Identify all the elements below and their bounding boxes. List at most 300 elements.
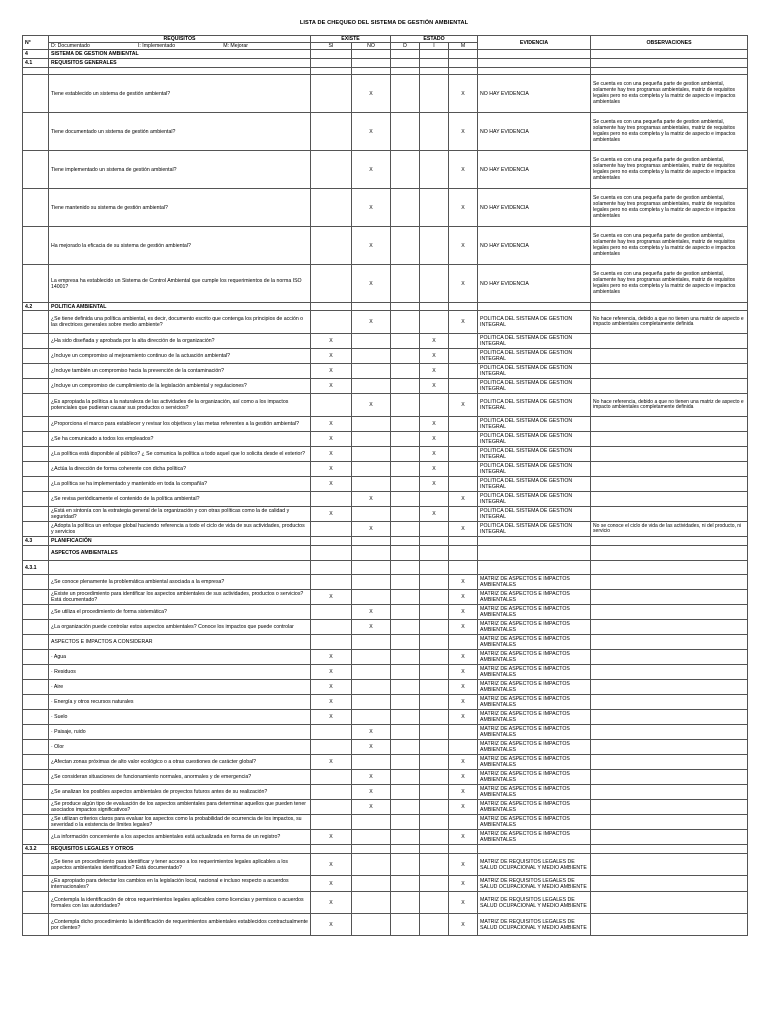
existe-si: X <box>311 590 352 605</box>
existe-no <box>352 665 391 680</box>
observaciones-cell <box>591 725 748 740</box>
estado-m <box>449 507 478 522</box>
evidencia-cell: POLITICA DEL SISTEMA DE GESTION INTEGRAL <box>478 311 591 334</box>
estado-m: X <box>449 854 478 876</box>
row-number <box>23 227 49 265</box>
evidencia-cell: MATRIZ DE ASPECTOS E IMPACTOS AMBIENTALES <box>478 650 591 665</box>
row-number <box>23 830 49 845</box>
requirement-text: ¿La política está disponible al público? ¿ Se comunica la política a todo aquel que lo solicita desde el exterior? <box>49 447 311 462</box>
requirement-text: ¿Afectan zonas próximas de alto valor ecológico o a otras cuestiones de carácter global? <box>49 755 311 770</box>
table-row <box>23 311 748 334</box>
requirement-text: ¿La política se ha implementado y mantenido en toda la compañía? <box>49 477 311 492</box>
row-number <box>23 68 49 75</box>
estado-m: X <box>449 311 478 334</box>
existe-si <box>311 303 352 311</box>
existe-si <box>311 189 352 227</box>
existe-no <box>352 546 391 561</box>
existe-no: X <box>352 785 391 800</box>
table-row <box>23 620 748 635</box>
existe-no <box>352 845 391 854</box>
estado-i <box>420 522 449 537</box>
existe-no: X <box>352 394 391 417</box>
estado-i <box>420 151 449 189</box>
estado-m: X <box>449 830 478 845</box>
estado-i: X <box>420 507 449 522</box>
document-title: LISTA DE CHEQUEO DEL SISTEMA DE GESTIÓN AMBIENTAL <box>299 20 469 26</box>
existe-si <box>311 394 352 417</box>
estado-d <box>391 590 420 605</box>
evidencia-cell <box>478 50 591 59</box>
existe-no: X <box>352 522 391 537</box>
estado-m: X <box>449 800 478 815</box>
existe-no <box>352 914 391 936</box>
observaciones-cell <box>591 507 748 522</box>
requirement-text: ¿Ha sido diseñada y aprobada por la alta dirección de la organización? <box>49 334 311 349</box>
estado-m: X <box>449 151 478 189</box>
table-row <box>23 680 748 695</box>
requirement-text: PLANIFICACIÓN <box>49 537 311 546</box>
existe-si <box>311 75 352 113</box>
table-row <box>23 394 748 417</box>
existe-no <box>352 815 391 830</box>
requirement-text: · Olor <box>49 740 311 755</box>
requirement-text: · Agua <box>49 650 311 665</box>
row-number <box>23 394 49 417</box>
evidencia-cell: MATRIZ DE REQUISITOS LEGALES DE SALUD OCUPACIONAL Y MEDIO AMBIENTE <box>478 914 591 936</box>
observaciones-cell <box>591 830 748 845</box>
requirement-text: ¿Actúa la dirección de forma coherente con dicha política? <box>49 462 311 477</box>
row-number <box>23 620 49 635</box>
existe-si <box>311 770 352 785</box>
row-number <box>23 680 49 695</box>
estado-i <box>420 914 449 936</box>
row-number <box>23 785 49 800</box>
estado-m: X <box>449 575 478 590</box>
existe-si: X <box>311 854 352 876</box>
table-row <box>23 830 748 845</box>
observaciones-cell: No hace referencia, debido a que no tienen una matriz de aspecto e impacto ambientales completamente definida <box>591 394 748 417</box>
observaciones-cell <box>591 635 748 650</box>
existe-no: X <box>352 800 391 815</box>
evidencia-cell: MATRIZ DE ASPECTOS E IMPACTOS AMBIENTALES <box>478 755 591 770</box>
requirement-text: ¿Se tiene definida una política ambiental, es decir, documento escrito que contenga los principios de acción o las directrices generales sobre medio ambiente? <box>49 311 311 334</box>
observaciones-cell: Se cuenta es con una pequeña parte de gestion ambiental, solamente hay tres programas ambientales, matriz de requisitos legales pero no esta completa y la matriz de aspecto e impactos ambientales <box>591 265 748 303</box>
table-row <box>23 635 748 650</box>
requirement-text: REQUISITOS GENERALES <box>49 59 311 68</box>
estado-i <box>420 303 449 311</box>
requirement-text: ¿Contempla dicho procedimiento la identificación de requerimientos ambientales establecidos contractualmente por clientes? <box>49 914 311 936</box>
table-row <box>23 876 748 892</box>
estado-d <box>391 914 420 936</box>
estado-i <box>420 311 449 334</box>
requirement-text: ¿Se produce algún tipo de evaluación de los aspectos ambientales para determinar aquellos que pueden tener asociados impactos significativos? <box>49 800 311 815</box>
estado-m <box>449 725 478 740</box>
estado-i <box>420 265 449 303</box>
estado-m <box>449 334 478 349</box>
estado-m <box>449 50 478 59</box>
observaciones-cell <box>591 620 748 635</box>
estado-i: X <box>420 477 449 492</box>
requirement-text: Ha mejorado la eficacia de su sistema de gestión ambiental? <box>49 227 311 265</box>
existe-no: X <box>352 151 391 189</box>
existe-si: X <box>311 680 352 695</box>
evidencia-cell: MATRIZ DE ASPECTOS E IMPACTOS AMBIENTALES <box>478 575 591 590</box>
evidencia-cell: NO HAY EVIDENCIA <box>478 227 591 265</box>
checklist-table <box>22 35 748 936</box>
estado-d <box>391 845 420 854</box>
existe-si <box>311 635 352 650</box>
table-row <box>23 710 748 725</box>
estado-i: X <box>420 432 449 447</box>
existe-no <box>352 561 391 575</box>
observaciones-cell: Se cuenta es con una pequeña parte de gestion ambiental, solamente hay tres programas ambientales, matriz de requisitos legales pero no esta completa y la matriz de aspecto e impactos ambientales <box>591 75 748 113</box>
existe-no <box>352 477 391 492</box>
observaciones-cell <box>591 492 748 507</box>
evidencia-cell: MATRIZ DE ASPECTOS E IMPACTOS AMBIENTALES <box>478 710 591 725</box>
requirement-text: ¿Existe un procedimiento para identificar los aspectos ambientales de sus actividades, productos o servicios? Está documentado? <box>49 590 311 605</box>
estado-i <box>420 605 449 620</box>
table-row <box>23 151 748 189</box>
estado-i: X <box>420 447 449 462</box>
existe-si: X <box>311 695 352 710</box>
row-number <box>23 522 49 537</box>
observaciones-cell <box>591 417 748 432</box>
evidencia-cell: MATRIZ DE ASPECTOS E IMPACTOS AMBIENTALES <box>478 635 591 650</box>
estado-d <box>391 522 420 537</box>
table-row <box>23 75 748 113</box>
estado-m: X <box>449 75 478 113</box>
evidencia-cell: MATRIZ DE ASPECTOS E IMPACTOS AMBIENTALES <box>478 800 591 815</box>
existe-no <box>352 830 391 845</box>
estado-d <box>391 561 420 575</box>
requirement-text: ¿Se analizan los posibles aspectos ambientales de proyectos futuros antes de su realización? <box>49 785 311 800</box>
existe-si <box>311 845 352 854</box>
existe-no <box>352 680 391 695</box>
estado-d <box>391 665 420 680</box>
table-row <box>23 815 748 830</box>
estado-m <box>449 845 478 854</box>
existe-si <box>311 546 352 561</box>
existe-si: X <box>311 349 352 364</box>
row-number <box>23 800 49 815</box>
estado-m: X <box>449 755 478 770</box>
evidencia-cell: POLITICA DEL SISTEMA DE GESTION INTEGRAL <box>478 462 591 477</box>
estado-m <box>449 303 478 311</box>
estado-d <box>391 755 420 770</box>
requirement-text: ASPECTOS E IMPACTOS A CONSIDERAR <box>49 635 311 650</box>
estado-i: X <box>420 334 449 349</box>
row-number <box>23 815 49 830</box>
existe-no <box>352 349 391 364</box>
observaciones-cell: Se cuenta es con una pequeña parte de gestion ambiental, solamente hay tres programas ambientales, matriz de requisitos legales pero no esta completa y la matriz de aspecto e impactos ambientales <box>591 227 748 265</box>
existe-no: X <box>352 770 391 785</box>
table-row <box>23 590 748 605</box>
table-row <box>23 227 748 265</box>
table-row <box>23 575 748 590</box>
estado-i <box>420 113 449 151</box>
section-row <box>23 561 748 575</box>
existe-si: X <box>311 710 352 725</box>
row-number <box>23 492 49 507</box>
existe-si <box>311 620 352 635</box>
estado-m <box>449 561 478 575</box>
existe-no: X <box>352 75 391 113</box>
requirement-text: ¿Se revisa periódicamente el contenido de la política ambiental? <box>49 492 311 507</box>
estado-i <box>420 492 449 507</box>
table-row <box>23 349 748 364</box>
estado-i <box>420 876 449 892</box>
legend <box>49 43 311 50</box>
observaciones-cell <box>591 892 748 914</box>
existe-si: X <box>311 876 352 892</box>
existe-no <box>352 50 391 59</box>
row-number <box>23 710 49 725</box>
estado-d <box>391 892 420 914</box>
requirement-text: ¿Está en sintonía con la estrategia general de la organización y con otras políticas como la de calidad y seguridad? <box>49 507 311 522</box>
table-row <box>23 334 748 349</box>
estado-d <box>391 303 420 311</box>
estado-d <box>391 785 420 800</box>
evidencia-cell <box>478 537 591 546</box>
observaciones-cell <box>591 770 748 785</box>
row-number: 4.2 <box>23 303 49 311</box>
estado-i <box>420 575 449 590</box>
requirement-text: ¿Es apropiada la política a la naturaleza de las actividades de la organización, así como a los impactos potenciales que pudieran causar sus productos o servicios? <box>49 394 311 417</box>
estado-m <box>449 364 478 379</box>
table-row <box>23 892 748 914</box>
requirement-text: Tiene mantenido su sistema de gestión ambiental? <box>49 189 311 227</box>
estado-i: X <box>420 417 449 432</box>
existe-no <box>352 854 391 876</box>
existe-no <box>352 462 391 477</box>
evidencia-cell: MATRIZ DE REQUISITOS LEGALES DE SALUD OCUPACIONAL Y MEDIO AMBIENTE <box>478 892 591 914</box>
legend-documentado: D: Documentado <box>51 43 90 50</box>
table-row <box>23 695 748 710</box>
estado-d <box>391 507 420 522</box>
observaciones-cell <box>591 462 748 477</box>
estado-d <box>391 75 420 113</box>
estado-i <box>420 740 449 755</box>
estado-i <box>420 892 449 914</box>
evidencia-cell: MATRIZ DE ASPECTOS E IMPACTOS AMBIENTALES <box>478 830 591 845</box>
observaciones-cell <box>591 561 748 575</box>
col-header-number: N° <box>23 36 49 50</box>
existe-no: X <box>352 227 391 265</box>
estado-i <box>420 854 449 876</box>
evidencia-cell: POLITICA DEL SISTEMA DE GESTION INTEGRAL <box>478 349 591 364</box>
estado-m <box>449 546 478 561</box>
estado-d <box>391 876 420 892</box>
existe-no: X <box>352 620 391 635</box>
observaciones-cell <box>591 845 748 854</box>
observaciones-cell <box>591 50 748 59</box>
estado-i <box>420 710 449 725</box>
observaciones-cell <box>591 876 748 892</box>
existe-si <box>311 740 352 755</box>
existe-no <box>352 695 391 710</box>
existe-si <box>311 151 352 189</box>
existe-si: X <box>311 417 352 432</box>
evidencia-cell <box>478 561 591 575</box>
estado-i: X <box>420 379 449 394</box>
estado-d <box>391 770 420 785</box>
col-header-d: D <box>391 43 420 50</box>
estado-d <box>391 605 420 620</box>
estado-i <box>420 75 449 113</box>
row-number <box>23 914 49 936</box>
existe-no <box>352 710 391 725</box>
evidencia-cell: MATRIZ DE ASPECTOS E IMPACTOS AMBIENTALES <box>478 725 591 740</box>
estado-d <box>391 59 420 68</box>
estado-d <box>391 650 420 665</box>
existe-no <box>352 537 391 546</box>
estado-d <box>391 680 420 695</box>
row-number <box>23 364 49 379</box>
observaciones-cell <box>591 477 748 492</box>
estado-i <box>420 537 449 546</box>
table-row <box>23 650 748 665</box>
estado-d <box>391 227 420 265</box>
existe-no <box>352 635 391 650</box>
header-row-1 <box>23 36 748 43</box>
row-number <box>23 575 49 590</box>
existe-si: X <box>311 379 352 394</box>
estado-m <box>449 349 478 364</box>
estado-i <box>420 635 449 650</box>
estado-d <box>391 334 420 349</box>
section-row <box>23 303 748 311</box>
existe-si <box>311 50 352 59</box>
legend-implementado: I: Implementado <box>137 43 176 50</box>
evidencia-cell: POLITICA DEL SISTEMA DE GESTION INTEGRAL <box>478 334 591 349</box>
existe-no: X <box>352 311 391 334</box>
estado-d <box>391 546 420 561</box>
requirement-text: SISTEMA DE GESTION AMBIENTAL <box>49 50 311 59</box>
row-number <box>23 75 49 113</box>
estado-m: X <box>449 785 478 800</box>
row-number <box>23 725 49 740</box>
observaciones-cell <box>591 379 748 394</box>
estado-m <box>449 815 478 830</box>
evidencia-cell: POLITICA DEL SISTEMA DE GESTION INTEGRAL <box>478 522 591 537</box>
requirement-text: · Paisaje, ruido <box>49 725 311 740</box>
estado-d <box>391 189 420 227</box>
existe-si: X <box>311 334 352 349</box>
estado-d <box>391 477 420 492</box>
existe-no: X <box>352 492 391 507</box>
evidencia-cell <box>478 59 591 68</box>
estado-m <box>449 447 478 462</box>
row-number <box>23 311 49 334</box>
requirement-text: ¿Adopta la política un enfoque global haciendo referencia a todo el ciclo de vida de sus actividades, productos y servicios <box>49 522 311 537</box>
existe-si <box>311 800 352 815</box>
table-row <box>23 432 748 447</box>
existe-no: X <box>352 740 391 755</box>
requirement-text: ASPECTOS AMBIENTALES <box>49 546 311 561</box>
evidencia-cell: POLITICA DEL SISTEMA DE GESTION INTEGRAL <box>478 477 591 492</box>
observaciones-cell <box>591 695 748 710</box>
estado-m: X <box>449 665 478 680</box>
existe-no: X <box>352 605 391 620</box>
row-number <box>23 417 49 432</box>
section-row <box>23 537 748 546</box>
existe-no <box>352 755 391 770</box>
evidencia-cell: MATRIZ DE ASPECTOS E IMPACTOS AMBIENTALES <box>478 815 591 830</box>
estado-i <box>420 227 449 265</box>
row-number <box>23 755 49 770</box>
existe-no <box>352 590 391 605</box>
observaciones-cell <box>591 785 748 800</box>
existe-si: X <box>311 650 352 665</box>
evidencia-cell: NO HAY EVIDENCIA <box>478 189 591 227</box>
evidencia-cell: POLITICA DEL SISTEMA DE GESTION INTEGRAL <box>478 507 591 522</box>
existe-no <box>352 417 391 432</box>
requirement-text: ¿Incluye un compromiso al mejoramiento continuo de la actuación ambiental? <box>49 349 311 364</box>
row-number <box>23 695 49 710</box>
table-row <box>23 447 748 462</box>
requirement-text: Tiene implementado un sistema de gestión ambiental? <box>49 151 311 189</box>
estado-m: X <box>449 710 478 725</box>
estado-m: X <box>449 394 478 417</box>
row-number <box>23 432 49 447</box>
observaciones-cell <box>591 914 748 936</box>
estado-m: X <box>449 876 478 892</box>
estado-m: X <box>449 605 478 620</box>
existe-si <box>311 227 352 265</box>
requirement-text: REQUISITOS LEGALES Y OTROS <box>49 845 311 854</box>
requirement-text: ¿Se ha comunicado a todos los empleados? <box>49 432 311 447</box>
estado-i <box>420 695 449 710</box>
evidencia-cell: NO HAY EVIDENCIA <box>478 151 591 189</box>
estado-m: X <box>449 914 478 936</box>
observaciones-cell <box>591 537 748 546</box>
estado-m <box>449 379 478 394</box>
estado-d <box>391 151 420 189</box>
existe-si <box>311 113 352 151</box>
estado-m: X <box>449 265 478 303</box>
observaciones-cell <box>591 334 748 349</box>
existe-no <box>352 68 391 75</box>
existe-si: X <box>311 364 352 379</box>
col-header-si: SI <box>311 43 352 50</box>
observaciones-cell <box>591 59 748 68</box>
requirement-text: ¿La información concerniente a los aspectos ambientales está actualizada en forma de un registro? <box>49 830 311 845</box>
table-row <box>23 605 748 620</box>
evidencia-cell: POLITICA DEL SISTEMA DE GESTION INTEGRAL <box>478 417 591 432</box>
estado-d <box>391 800 420 815</box>
estado-m: X <box>449 227 478 265</box>
evidencia-cell: POLITICA DEL SISTEMA DE GESTION INTEGRAL <box>478 492 591 507</box>
col-header-evidencia: EVIDENCIA <box>478 36 591 50</box>
evidencia-cell: POLITICA DEL SISTEMA DE GESTION INTEGRAL <box>478 379 591 394</box>
estado-i: X <box>420 462 449 477</box>
estado-i <box>420 845 449 854</box>
requirement-text: ¿Contempla la identificación de otros requerimientos legales aplicables como licencias y permisos o acuerdos formales con las autoridades? <box>49 892 311 914</box>
existe-no <box>352 303 391 311</box>
estado-i: X <box>420 349 449 364</box>
table-row <box>23 507 748 522</box>
existe-no <box>352 334 391 349</box>
estado-i <box>420 590 449 605</box>
estado-i <box>420 665 449 680</box>
section-row <box>23 59 748 68</box>
estado-d <box>391 50 420 59</box>
estado-m <box>449 462 478 477</box>
legend-mejorar: M: Mejorar <box>223 43 248 50</box>
table-row <box>23 113 748 151</box>
requirement-text: ¿Es apropiado para detectar los cambios en la legislación local, nacional e incluso respecto a acuerdos internacionales? <box>49 876 311 892</box>
row-number: 4.1 <box>23 59 49 68</box>
